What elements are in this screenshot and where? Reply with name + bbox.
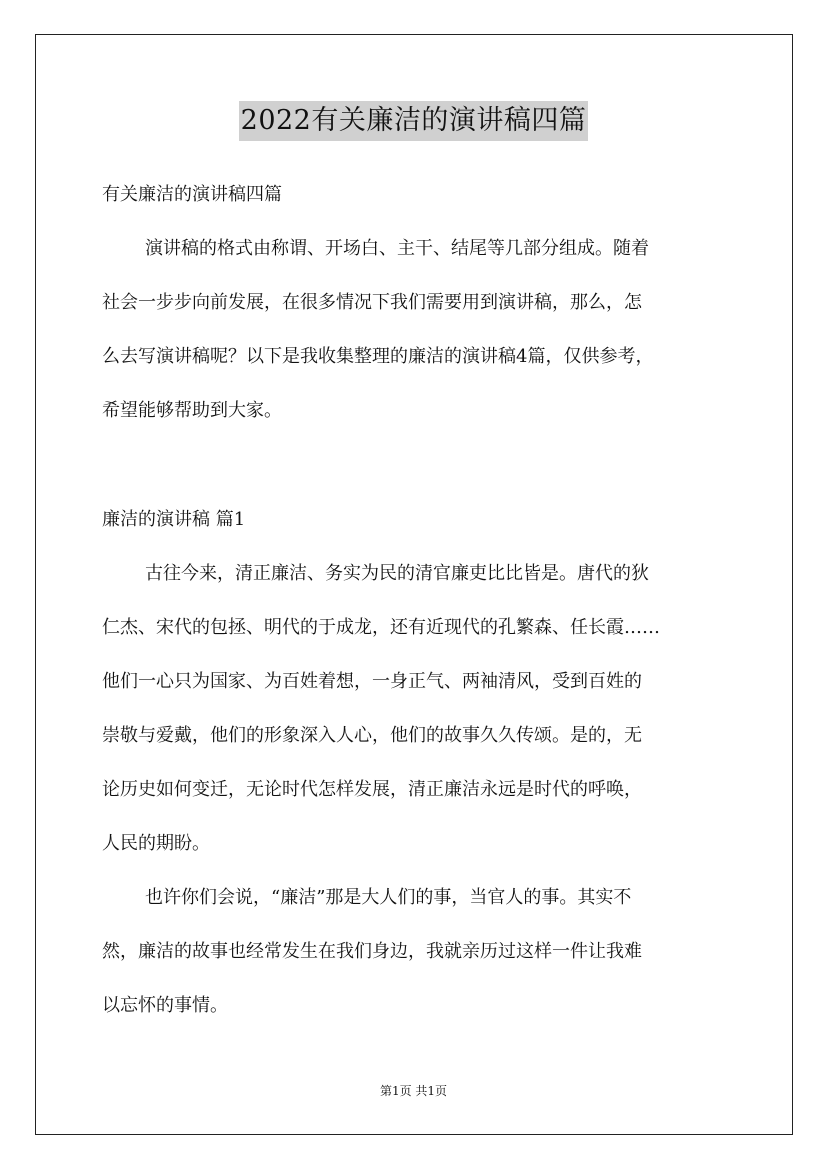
intro-line: 希望能够帮助到大家。 [102, 400, 282, 421]
subtitle: 有关廉洁的演讲稿四篇 [102, 184, 282, 205]
paragraph-line: 然，廉洁的故事也经常发生在我们身边，我就亲历过这样一件让我难 [102, 941, 642, 962]
intro-line: 社会一步步向前发展，在很多情况下我们需要用到演讲稿，那么，怎 [102, 292, 642, 313]
page-footer: 第1页 共1页 [379, 1084, 448, 1098]
section-heading: 廉洁的演讲稿 篇1 [102, 509, 246, 530]
paragraph-line: 也许你们会说，“廉洁”那是大人们的事，当官人的事。其实不 [145, 887, 632, 908]
paragraph-line: 他们一心只为国家、为百姓着想，一身正气、两袖清风，受到百姓的 [102, 671, 642, 692]
paragraph-line: 仁杰、宋代的包拯、明代的于成龙，还有近现代的孔繁森、任长霞…… [102, 617, 660, 638]
paragraph-line: 人民的期盼。 [102, 833, 210, 854]
paragraph-line: 古往今来，清正廉洁、务实为民的清官廉吏比比皆是。唐代的狄 [145, 563, 649, 584]
title-container [0, 101, 827, 141]
intro-line: 演讲稿的格式由称谓、开场白、主干、结尾等几部分组成。随着 [145, 238, 649, 259]
paragraph-line: 以忘怀的事情。 [102, 995, 228, 1016]
document-title: 2022有关廉洁的演讲稿四篇 [239, 101, 589, 141]
intro-line: 么去写演讲稿呢？以下是我收集整理的廉洁的演讲稿4篇，仅供参考， [102, 346, 654, 367]
paragraph-line: 崇敬与爱戴，他们的形象深入人心，他们的故事久久传颂。是的，无 [102, 725, 642, 746]
paragraph-line: 论历史如何变迁，无论时代怎样发展，清正廉洁永远是时代的呼唤， [102, 779, 642, 800]
